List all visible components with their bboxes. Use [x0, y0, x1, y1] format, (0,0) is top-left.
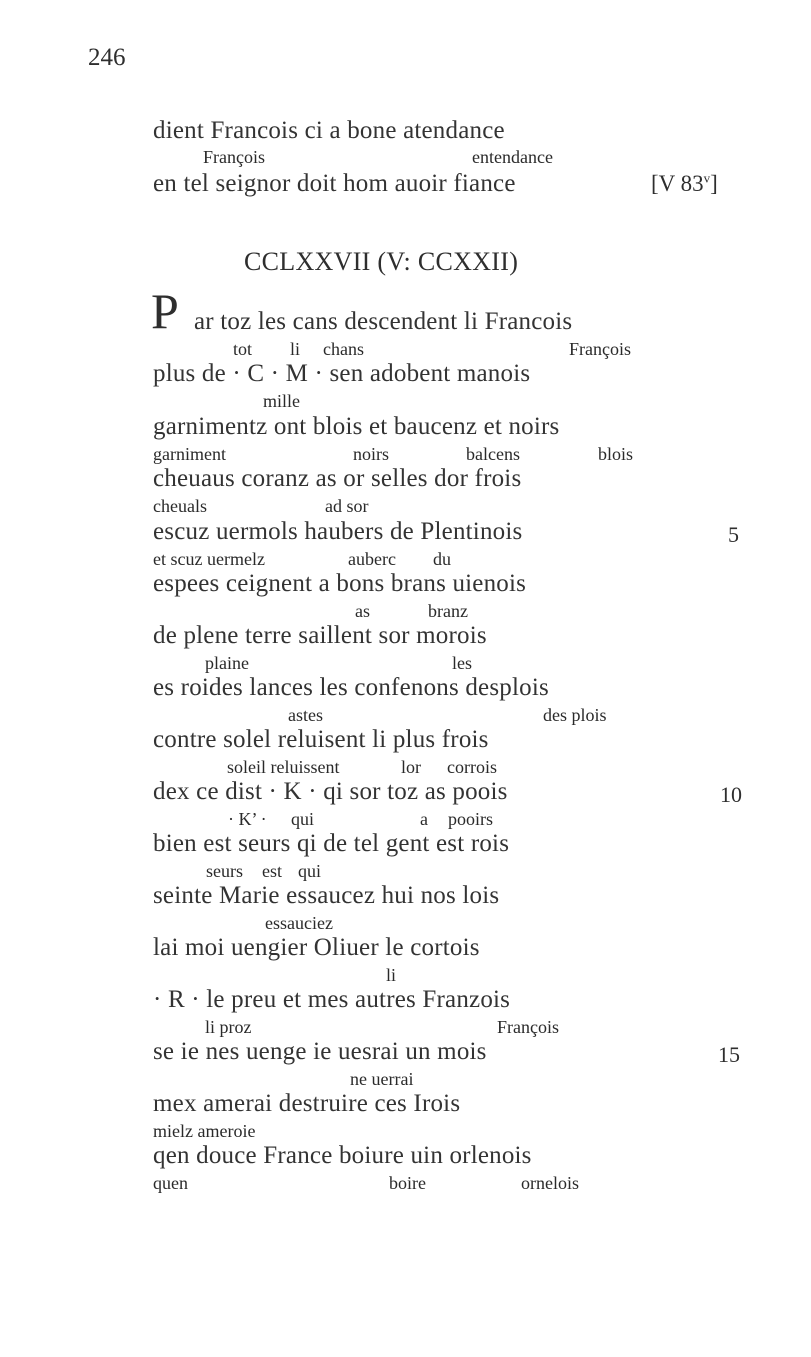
verse-line: bien est seurs qi de tel gent est rois [153, 830, 510, 857]
variant-reading: soleil reluissent [227, 757, 340, 777]
variant-reading: les [452, 653, 472, 673]
verse-line: mex amerai destruire ces Irois [153, 1090, 461, 1117]
variant-reading: balcens [466, 444, 520, 464]
verse-line: lai moi uengier Oliuer le cortois [153, 934, 480, 961]
variant-reading: lor [401, 757, 421, 777]
variant-reading: seurs [206, 861, 243, 881]
variant-reading: branz [428, 601, 468, 621]
drop-cap: P [151, 283, 179, 339]
variant-reading: qui [291, 809, 315, 829]
variant-reading: ad sor [325, 496, 369, 516]
variant-reading: as [355, 601, 370, 621]
variant-reading: noirs [353, 444, 389, 464]
variant-reading: a [420, 809, 428, 829]
verse-line: plus de · C · M · sen adobent manois [153, 360, 531, 387]
variant-reading: garniment [153, 444, 226, 464]
folio-reference: [V 83$^v$] [651, 170, 718, 196]
variant-reading: astes [288, 705, 323, 725]
section-heading: CCLXXVII (V: CCXXII) [244, 247, 519, 276]
verse-line: ar toz les cans descendent li Francois [194, 308, 573, 335]
variant-reading: li [386, 965, 397, 985]
variant-reading: François [569, 339, 631, 359]
variant-reading: des plois [543, 705, 607, 725]
variant-reading: mille [263, 391, 300, 411]
intro-line-1: dient Francois ci a bone atendance [153, 117, 505, 144]
variant-reading: entendance [472, 147, 553, 167]
verse-line: garnimentz ont blois et baucenz et noirs [153, 413, 560, 440]
variant-reading: est [262, 861, 282, 881]
verse-line: es roides lances les confenons desplois [153, 674, 549, 701]
variant-reading: du [433, 549, 451, 569]
line-number: 15 [718, 1042, 740, 1067]
variant-reading: François [497, 1017, 559, 1037]
variant-reading: li proz [205, 1017, 252, 1037]
verse-line: se ie nes uenge ie uesrai un mois [153, 1038, 487, 1065]
variant-reading: boire [389, 1173, 426, 1193]
variant-reading: plaine [205, 653, 249, 673]
verse-line: contre solel reluisent li plus frois [153, 726, 489, 753]
intro-line-2: en tel seignor doit hom auoir fiance [153, 170, 516, 197]
verse-line: espees ceignent a bons brans uienois [153, 570, 527, 597]
variant-reading: cheuals [153, 496, 207, 516]
variant-reading: ne uerrai [350, 1069, 414, 1089]
line-number: 10 [720, 782, 742, 807]
page-number: 246 [88, 44, 126, 71]
variant-reading: quen [153, 1173, 188, 1193]
variant-reading: François [203, 147, 265, 167]
variant-reading: chans [323, 339, 364, 359]
verse-line: dex ce dist · K · qi sor toz as poois [153, 778, 508, 805]
variant-reading: tot [233, 339, 253, 359]
variant-reading: corrois [447, 757, 497, 777]
line-number: 5 [728, 522, 739, 547]
variant-reading: pooirs [448, 809, 493, 829]
verse-line: · R · le preu et mes autres Franzois [153, 986, 511, 1013]
variant-reading: mielz ameroie [153, 1121, 256, 1141]
variant-reading: qui [298, 861, 322, 881]
verse-line: seinte Marie essaucez hui nos lois [153, 882, 500, 909]
verse-line: de plene terre saillent sor morois [153, 622, 487, 649]
variant-reading: blois [598, 444, 634, 464]
variant-reading: et scuz uermelz [153, 549, 265, 569]
variant-reading: li [290, 339, 301, 359]
verse-line: escuz uermols haubers de Plentinois [153, 518, 523, 545]
verse-line: cheuaus coranz as or selles dor frois [153, 465, 522, 492]
variant-reading: · K’ · [228, 809, 267, 829]
variant-reading: auberc [348, 549, 396, 569]
verse-line: qen douce France boiure uin orlenois [153, 1142, 532, 1169]
variant-reading: ornelois [521, 1173, 579, 1193]
variant-reading: essauciez [265, 913, 333, 933]
